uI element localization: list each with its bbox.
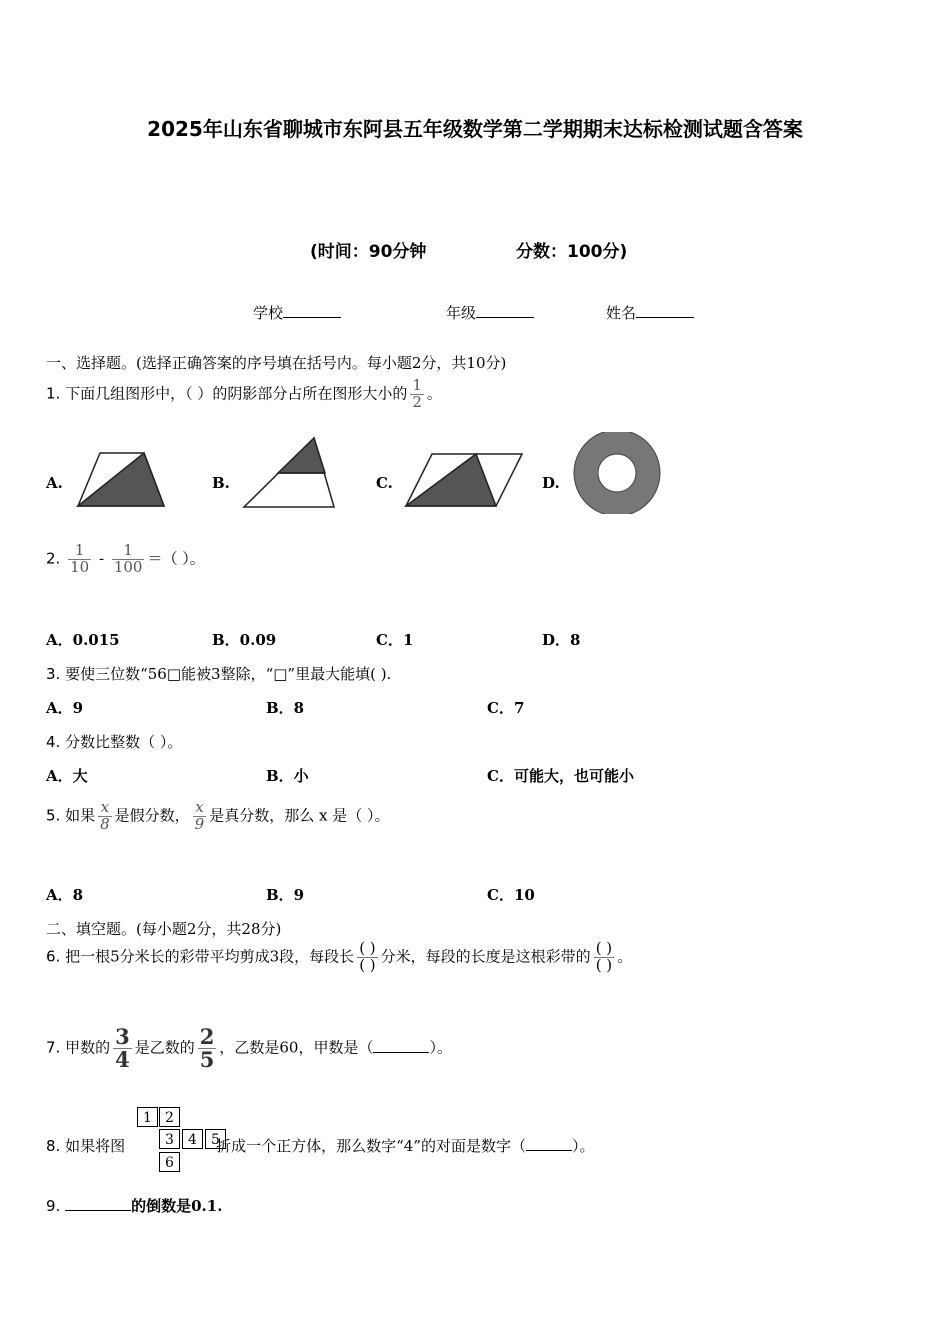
section-heading: 二、填空题。(每小题2分，共28分) <box>46 920 282 938</box>
option-b: B．9 <box>266 886 305 904</box>
answer-blank <box>373 1040 429 1053</box>
page-title: 2025年山东省聊城市东阿县五年级数学第二学期期末达标检测试题含答案 <box>147 117 803 141</box>
fraction: $\frac{x}{9}$ <box>194 798 205 833</box>
question-1: 1. 下面几组图形中，（ ）的阴影部分占所在图形大小的 $\frac{1}{2}$ 。 <box>46 376 442 411</box>
fraction-blank: $\frac{( )}{( )}$ <box>359 939 376 974</box>
grade-label: 年级 <box>446 304 477 322</box>
question-text: 下面几组图形中，（ ）的阴影部分占所在图形大小的 <box>65 384 408 403</box>
answer-blank <box>526 1138 572 1151</box>
fraction: $\frac{x}{8}$ <box>100 798 110 833</box>
net-cell: 4 <box>182 1129 203 1149</box>
section-heading: 一、选择题。(选择正确答案的序号填在括号内。每小题2分，共10分) <box>46 354 507 372</box>
option-b: B．小 <box>266 767 309 785</box>
question-number: 8. <box>46 1137 61 1155</box>
option-c: C．7 <box>487 699 525 717</box>
net-cell: 5 <box>205 1129 226 1149</box>
net-cell: 6 <box>159 1152 180 1172</box>
option-a-label: A. <box>46 474 63 492</box>
grade-blank <box>476 305 534 318</box>
question-number: 6. <box>46 947 61 966</box>
option-c-label: C. <box>376 474 393 492</box>
question-number: 4. <box>46 733 61 751</box>
question-number: 3. <box>46 665 61 683</box>
question-number: 7. <box>46 1038 61 1057</box>
question-3 <box>46 663 391 684</box>
question-9: 9. 的倒数是0.1. <box>46 1197 223 1215</box>
school-field <box>253 302 341 323</box>
option-d-label: D. <box>542 474 560 492</box>
school-label: 学校 <box>253 304 284 322</box>
figure-a-parallelogram <box>76 450 168 510</box>
fraction-blank: $\frac{( )}{( )}$ <box>595 939 613 974</box>
option-b: B．0.09 <box>212 631 277 649</box>
question-7: 7. 甲数的 $\frac{3}{4}$ 是乙数的 $\frac{2}{5}$ ，乙数是60，甲数是（ ）。 <box>46 1024 452 1073</box>
school-blank <box>283 305 341 318</box>
option-a: A．大 <box>46 767 88 785</box>
question-number: 1. <box>46 384 61 403</box>
fraction: $\frac{1}{100}$ <box>113 541 143 576</box>
name-field <box>606 302 694 323</box>
question-number: 9. <box>46 1197 61 1215</box>
option-b: B．8 <box>266 699 305 717</box>
figure-b-triangle <box>242 436 338 510</box>
option-a: A．0.015 <box>46 631 120 649</box>
question-number: 2. <box>46 549 61 568</box>
question-6: 6. 把一根5分米长的彩带平均剪成3段，每段长 $\frac{( )}{( )}$ 分米，每段的长度是这根彩带的 $\frac{( )}{( )}$ 。 <box>46 939 633 974</box>
net-cell: 2 <box>159 1107 180 1127</box>
fraction: $\frac{1}{10}$ <box>70 541 90 576</box>
cube-net <box>137 1107 231 1175</box>
question-text: 分数比整数（ ）。 <box>65 733 183 751</box>
question-2: 2. $\frac{1}{10}$ - $\frac{1}{100}$ ＝（ ）。 <box>46 541 205 576</box>
question-5: 5. 如果 $\frac{x}{8}$ 是假分数， $\frac{x}{9}$ 是真分数，那么 x 是（ ）。 <box>46 798 390 833</box>
option-a: A．9 <box>46 699 84 717</box>
option-c: C．10 <box>487 886 535 904</box>
question-8: 8. 如果将图 折成一个正方体，那么数字“4”的对面是数字（ ）。 <box>46 1137 595 1155</box>
question-4 <box>46 731 182 752</box>
net-cell: 1 <box>137 1107 158 1127</box>
option-c: C．1 <box>376 631 414 649</box>
option-b-label: B. <box>212 474 230 492</box>
question-number: 5. <box>46 806 61 825</box>
net-cell: 3 <box>159 1129 180 1149</box>
option-a: A．8 <box>46 886 84 904</box>
option-c: C．可能大，也可能小 <box>487 767 634 785</box>
answer-blank <box>65 1198 131 1211</box>
name-label: 姓名 <box>606 304 637 322</box>
name-blank <box>636 305 694 318</box>
figure-d-ring <box>572 432 662 514</box>
question-text: 要使三位数“56□能被3整除，“□”里最大能填( ). <box>65 665 392 683</box>
exam-score: 分数：100分) <box>516 242 628 262</box>
fraction: $\frac{3}{4}$ <box>115 1024 130 1073</box>
option-d: D．8 <box>542 631 581 649</box>
exam-time: (时间：90分钟 <box>310 242 427 262</box>
grade-field <box>446 302 534 323</box>
fraction: $\frac{2}{5}$ <box>199 1024 215 1073</box>
figure-c-parallelogram <box>404 451 526 509</box>
fraction: $\frac{1}{2}$ <box>412 376 422 411</box>
